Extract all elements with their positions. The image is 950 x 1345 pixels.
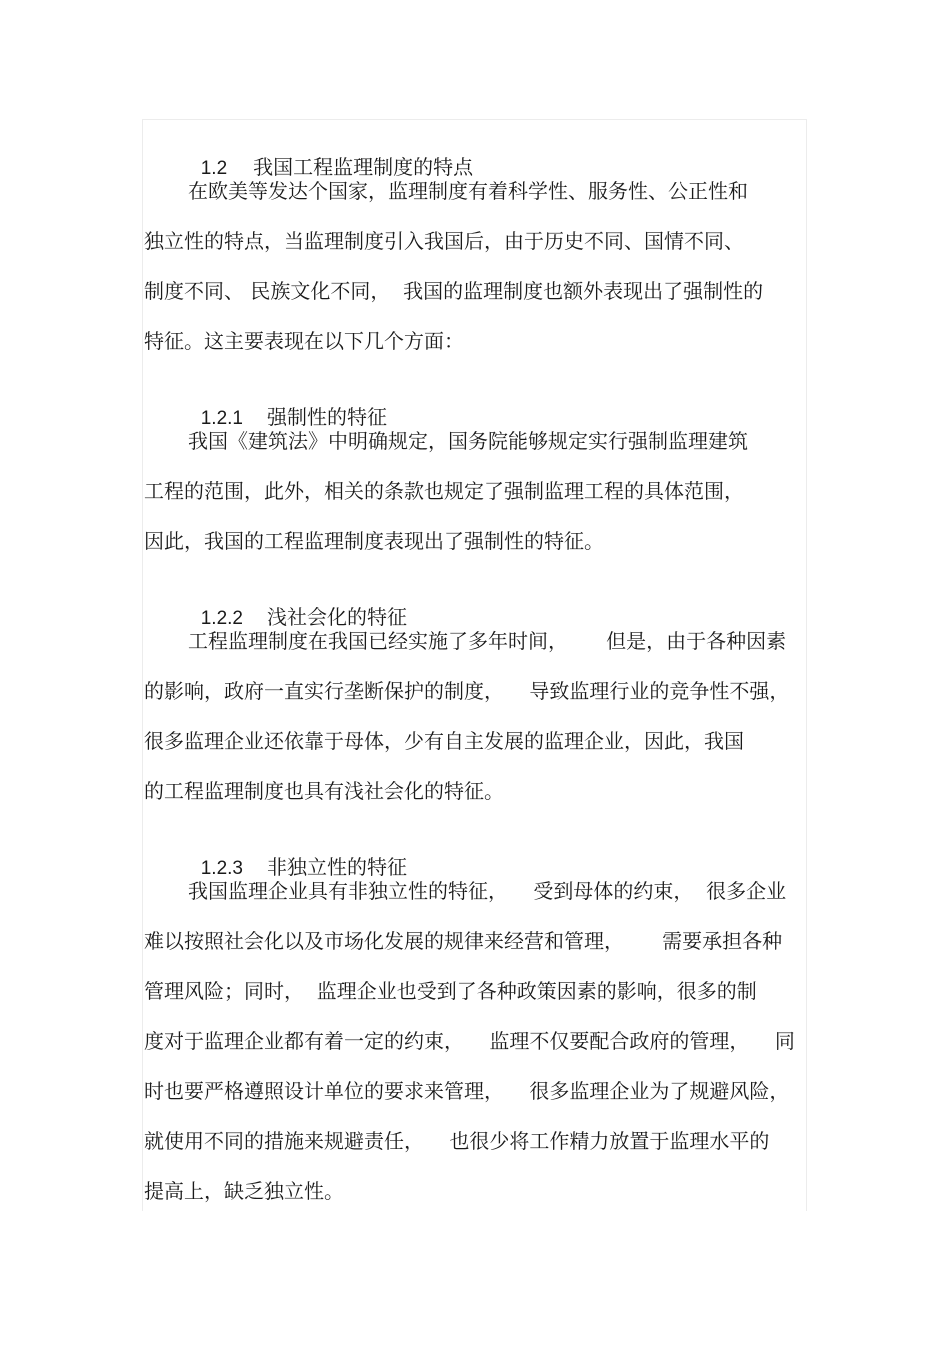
paragraph-line: 特征。这主要表现在以下几个方面： [144, 329, 464, 353]
paragraph-line: 我国《建筑法》中明确规定，国务院能够规定实行强制监理建筑 [188, 429, 748, 453]
paragraph-line: 制度不同、 民族文化不同， 我国的监理制度也额外表现出了强制性的 [144, 279, 764, 303]
paragraph-line: 就使用不同的措施来规避责任， 也很少将工作精力放置于监理水平的 [144, 1129, 770, 1153]
paragraph-line: 管理风险；同时， 监理企业也受到了各种政策因素的影响，很多的制 [144, 979, 757, 1003]
paragraph-line: 工程监理制度在我国已经实施了多年时间， 但是，由于各种因素 [188, 629, 787, 653]
subsection-heading [188, 378, 387, 432]
subsection-title: 浅社会化的特征 [266, 605, 407, 629]
paragraph-line: 的工程监理制度也具有浅社会化的特征。 [144, 779, 504, 803]
subsection-heading [188, 578, 407, 632]
subsection-number: 1.2.1 [200, 408, 243, 429]
paragraph-line: 独立性的特点，当监理制度引入我国后，由于历史不同、国情不同、 [144, 229, 744, 253]
paragraph-line: 度对于监理企业都有着一定的约束， 监理不仅要配合政府的管理， 同 [144, 1029, 795, 1053]
subsection-title: 非独立性的特征 [266, 855, 407, 879]
subsection-heading [188, 828, 407, 882]
paragraph-line: 我国监理企业具有非独立性的特征， 受到母体的约束， 很多企业 [188, 879, 787, 903]
section-number: 1.2 [200, 158, 228, 179]
paragraph-line: 在欧美等发达个国家，监理制度有着科学性、服务性、公正性和 [188, 179, 748, 203]
subsection-title: 强制性的特征 [266, 405, 387, 429]
section-heading [188, 128, 473, 182]
paragraph-line: 难以按照社会化以及市场化发展的规律来经营和管理， 需要承担各种 [144, 929, 783, 953]
paragraph-line: 工程的范围，此外，相关的条款也规定了强制监理工程的具体范围， [144, 479, 744, 503]
section-title: 我国工程监理制度的特点 [253, 155, 474, 179]
paragraph-line: 很多监理企业还依靠于母体，少有自主发展的监理企业，因此，我国 [144, 729, 744, 753]
subsection-number: 1.2.2 [200, 608, 243, 629]
paragraph-line: 因此，我国的工程监理制度表现出了强制性的特征。 [144, 529, 604, 553]
paragraph-line: 时也要严格遵照设计单位的要求来管理， 很多监理企业为了规避风险， [144, 1079, 790, 1103]
paragraph-line: 的影响，政府一直实行垄断保护的制度， 导致监理行业的竞争性不强， [144, 679, 790, 703]
paragraph-line: 提高上，缺乏独立性。 [144, 1179, 344, 1203]
subsection-number: 1.2.3 [200, 858, 243, 879]
